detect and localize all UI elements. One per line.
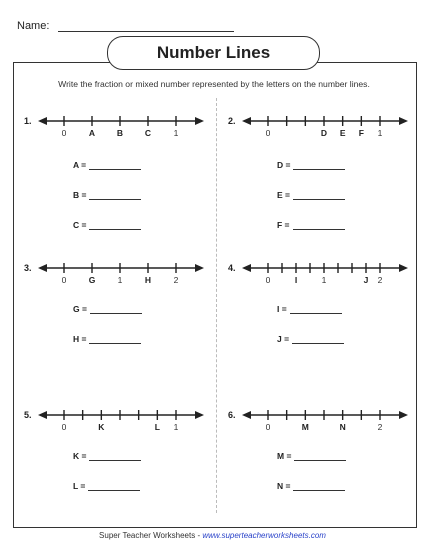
answer-label: J = [277,334,290,344]
tick-label: 0 [61,275,67,285]
tick-label: 1 [173,422,179,432]
answer-label: B = [73,190,87,200]
tick-label: 0 [265,128,271,138]
answer-row [277,160,345,170]
footer-text: Super Teacher Worksheets - [99,531,203,540]
tick-letter: B [116,128,124,138]
tick-letter: F [358,128,364,138]
answer-row [277,451,346,461]
answer-blank[interactable] [292,343,344,344]
answer-label: K = [73,451,87,461]
number-line [240,109,410,149]
footer-url[interactable]: www.superteacherworksheets.com [202,531,326,540]
answer-blank[interactable] [88,490,140,491]
tick-label: 2 [377,275,383,285]
tick-letter: E [339,128,346,138]
number-line [36,256,206,296]
number-line [240,256,410,296]
answer-label: L = [73,481,86,491]
answer-label: G = [73,304,87,314]
problem-number: 2. [228,116,236,126]
answer-blank[interactable] [293,199,345,200]
right-arrow-icon [399,264,408,272]
right-arrow-icon [195,411,204,419]
problem-1 [24,108,214,248]
answer-blank[interactable] [293,169,345,170]
answer-blank[interactable] [90,313,142,314]
right-arrow-icon [195,264,204,272]
problem-3 [24,255,214,395]
problem-number: 5. [24,410,32,420]
number-line [36,403,206,443]
problem-6 [228,402,418,542]
tick-label: 1 [377,128,383,138]
name-blank-line[interactable] [58,31,234,32]
answer-row [73,334,141,344]
left-arrow-icon [242,411,251,419]
column-divider [216,98,217,513]
tick-label: 0 [265,422,271,432]
answer-row [73,160,141,170]
answer-label: E = [277,190,290,200]
tick-label: 0 [61,128,67,138]
tick-label: 1 [321,275,327,285]
number-line [36,109,206,149]
page-title: Number Lines [107,36,320,70]
instructions: Write the fraction or mixed number represented by the letters on the number lines. [58,79,370,89]
tick-label: 1 [173,128,179,138]
answer-blank[interactable] [89,460,141,461]
answer-row [277,304,342,314]
tick-letter: A [88,128,96,138]
answer-row [73,451,141,461]
answer-label: I = [277,304,287,314]
problem-number: 6. [228,410,236,420]
tick-letter: C [144,128,152,138]
answer-label: H = [73,334,87,344]
right-arrow-icon [195,117,204,125]
right-arrow-icon [399,117,408,125]
answer-row [277,481,345,491]
answer-blank[interactable] [89,343,141,344]
tick-label: 2 [173,275,179,285]
answer-row [73,220,141,230]
tick-letter: N [339,422,346,432]
answer-blank[interactable] [89,229,141,230]
tick-letter: K [98,422,105,432]
answer-label: A = [73,160,87,170]
tick-letter: D [320,128,328,138]
tick-letter: L [154,422,160,432]
problem-4 [228,255,418,395]
problem-number: 1. [24,116,32,126]
number-line [240,403,410,443]
answer-row [277,190,345,200]
answer-blank[interactable] [294,460,346,461]
problem-number: 3. [24,263,32,273]
answer-row [73,190,141,200]
answer-row [73,481,140,491]
tick-letter: H [144,275,152,285]
left-arrow-icon [38,411,47,419]
answer-row [73,304,142,314]
right-arrow-icon [399,411,408,419]
answer-row [277,334,344,344]
problem-2 [228,108,418,248]
tick-label: 1 [117,275,123,285]
answer-label: M = [277,451,292,461]
tick-label: 0 [61,422,67,432]
tick-label: 0 [265,275,271,285]
answer-blank[interactable] [293,490,345,491]
answer-label: C = [73,220,87,230]
left-arrow-icon [242,264,251,272]
left-arrow-icon [242,117,251,125]
answer-row [277,220,345,230]
left-arrow-icon [38,117,47,125]
answer-label: D = [277,160,291,170]
tick-letter: G [88,275,96,285]
problem-number: 4. [228,263,236,273]
answer-label: N = [277,481,291,491]
tick-letter: M [301,422,309,432]
answer-blank[interactable] [290,313,342,314]
answer-blank[interactable] [293,229,345,230]
answer-label: F = [277,220,290,230]
answer-blank[interactable] [89,199,141,200]
tick-letter: J [363,275,369,285]
name-label: Name: [17,20,50,32]
tick-letter: I [294,275,298,285]
left-arrow-icon [38,264,47,272]
footer [0,531,425,540]
problem-5 [24,402,214,542]
answer-blank[interactable] [89,169,141,170]
tick-label: 2 [377,422,383,432]
